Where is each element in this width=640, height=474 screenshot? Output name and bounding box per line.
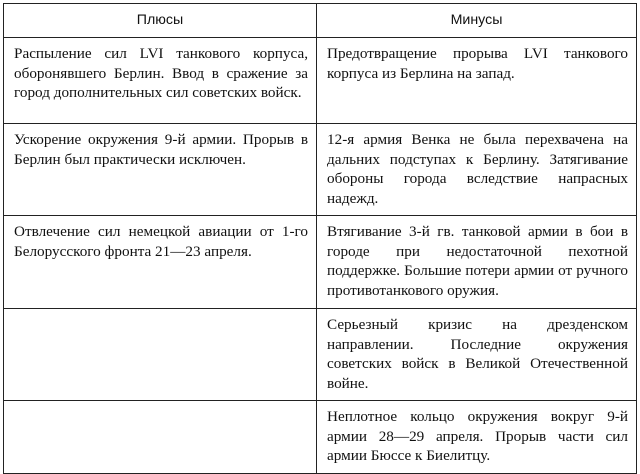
cons-cell xyxy=(317,309,637,401)
cons-cell xyxy=(317,401,637,474)
cons-text: 12-я армия Венка не была перехвачена на дальних подступах к Берлину. Затягивание обороны города вследствие напрасных надежд. xyxy=(327,131,628,207)
cons-text: Серьезный кризис на дрезденском направлении. Последние окружения советских войск в Великой Отечественной войне. xyxy=(327,316,628,392)
table-row xyxy=(4,309,637,401)
cons-cell xyxy=(317,216,637,309)
table-row xyxy=(4,124,637,216)
pros-cons-table xyxy=(3,3,637,474)
table-row xyxy=(4,401,637,474)
cons-text: Предотвращение прорыва LVI танкового корпуса из Берлина на запад. xyxy=(327,45,628,82)
header-cons: Минусы xyxy=(317,4,637,38)
cons-text: Неплотное кольцо окружения вокруг 9-й армии 28—29 апреля. Прорыв части сил армии Бюссе к Биелитцу. xyxy=(327,408,628,464)
header-row xyxy=(4,4,637,38)
pros-text xyxy=(4,309,316,322)
pros-text: Отвлечение сил немецкой авиации от 1-го Белорусского фронта 21—23 апреля. xyxy=(14,223,308,260)
table-row xyxy=(4,216,637,309)
pros-text: Ускорение окружения 9-й армии. Прорыв в Берлин был практически исключен. xyxy=(14,131,308,168)
pros-text xyxy=(4,401,316,414)
pros-cell-empty xyxy=(4,401,317,474)
table-row xyxy=(4,38,637,124)
cons-text: Втягивание 3-й гв. танковой армии в бои в городе при недостаточной пехотной поддержке. Большие потери армии от ручного противотанкового оружия. xyxy=(327,223,628,299)
pros-cell xyxy=(4,124,317,216)
cons-cell xyxy=(317,124,637,216)
cons-cell xyxy=(317,38,637,124)
pros-cell xyxy=(4,38,317,124)
pros-cell xyxy=(4,216,317,309)
header-pros: Плюсы xyxy=(4,4,317,38)
pros-text: Распыление сил LVI танкового корпуса, оборонявшего Берлин. Ввод в сражение за город дополнительных сил советских войск. xyxy=(14,45,308,101)
pros-cell-empty xyxy=(4,309,317,401)
